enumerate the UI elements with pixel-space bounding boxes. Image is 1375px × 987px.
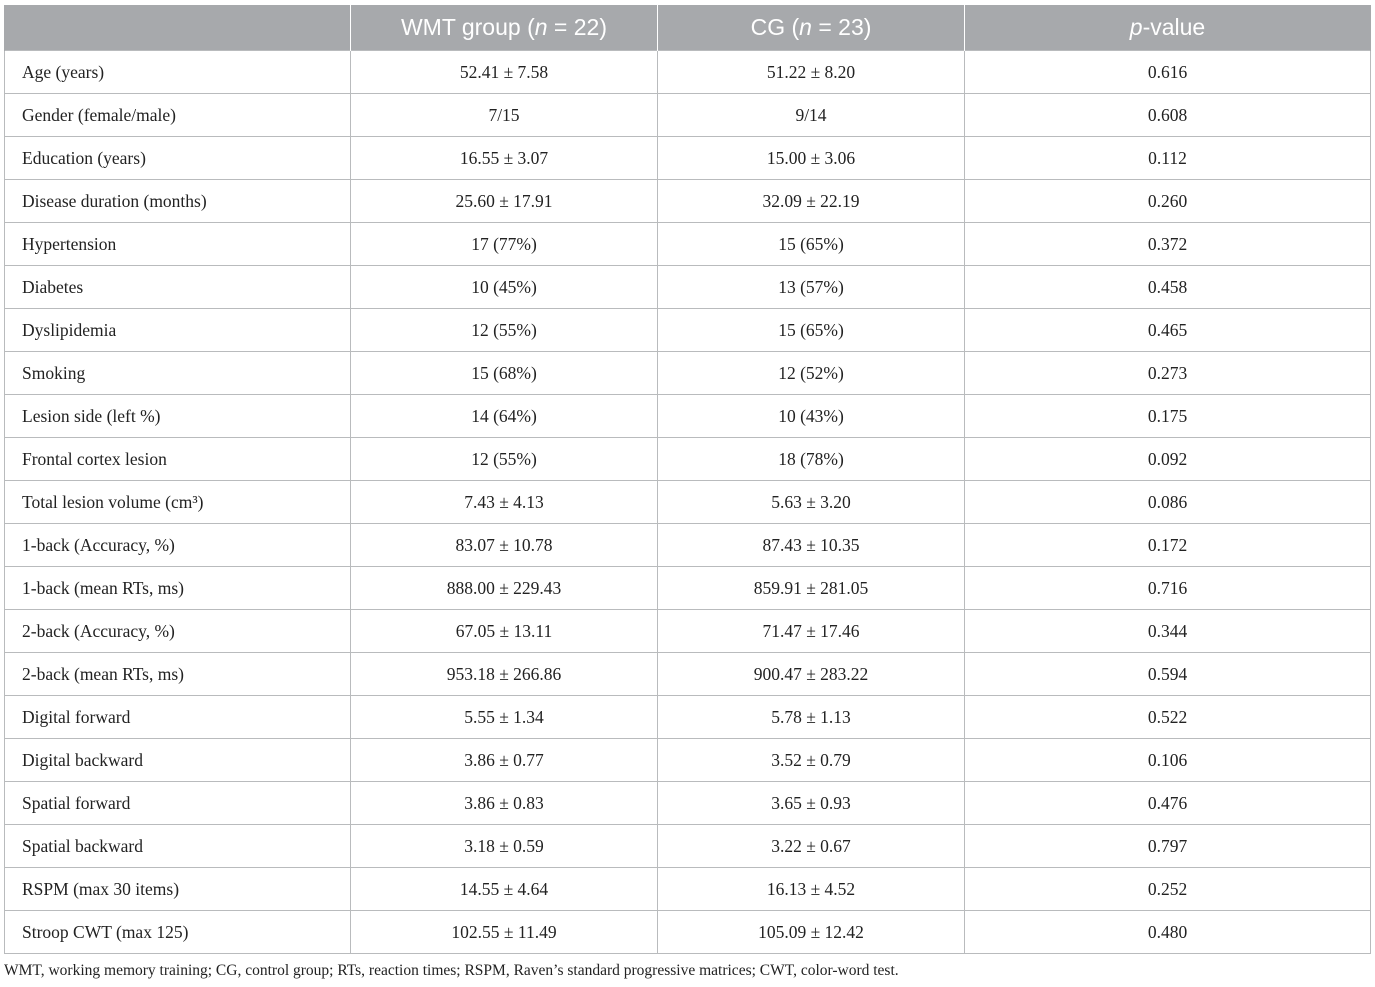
cg-value-cell: 15 (65%) xyxy=(658,223,965,266)
row-label-cell: Education (years) xyxy=(5,137,351,180)
wmt-value-cell: 7.43 ± 4.13 xyxy=(351,481,658,524)
wmt-value-cell: 102.55 ± 11.49 xyxy=(351,911,658,954)
p-value-cell: 0.344 xyxy=(965,610,1371,653)
row-label-cell: Stroop CWT (max 125) xyxy=(5,911,351,954)
cg-value-cell: 87.43 ± 10.35 xyxy=(658,524,965,567)
cg-value-cell: 859.91 ± 281.05 xyxy=(658,567,965,610)
p-value-cell: 0.797 xyxy=(965,825,1371,868)
table-row xyxy=(5,223,1371,266)
table-row xyxy=(5,51,1371,94)
row-label-cell: Lesion side (left %) xyxy=(5,395,351,438)
cg-value-cell: 5.78 ± 1.13 xyxy=(658,696,965,739)
p-value-cell: 0.465 xyxy=(965,309,1371,352)
p-value-cell: 0.273 xyxy=(965,352,1371,395)
header-cell-variable xyxy=(5,5,351,51)
wmt-value-cell: 14.55 ± 4.64 xyxy=(351,868,658,911)
header-p-suffix: -value xyxy=(1142,14,1206,40)
table-row xyxy=(5,696,1371,739)
data-table-container xyxy=(4,5,1370,954)
wmt-value-cell: 17 (77%) xyxy=(351,223,658,266)
wmt-value-cell: 3.18 ± 0.59 xyxy=(351,825,658,868)
cg-value-cell: 105.09 ± 12.42 xyxy=(658,911,965,954)
p-value-cell: 0.260 xyxy=(965,180,1371,223)
table-row xyxy=(5,94,1371,137)
p-value-cell: 0.476 xyxy=(965,782,1371,825)
wmt-value-cell: 12 (55%) xyxy=(351,309,658,352)
wmt-value-cell: 25.60 ± 17.91 xyxy=(351,180,658,223)
row-label-cell: Diabetes xyxy=(5,266,351,309)
table-header xyxy=(5,5,1371,51)
header-p: p xyxy=(1129,14,1143,40)
header-wmt-n: n xyxy=(534,14,548,40)
table-row xyxy=(5,739,1371,782)
wmt-value-cell: 14 (64%) xyxy=(351,395,658,438)
table-row xyxy=(5,266,1371,309)
row-label-cell: Dyslipidemia xyxy=(5,309,351,352)
table-row xyxy=(5,653,1371,696)
cg-value-cell: 12 (52%) xyxy=(658,352,965,395)
table-row xyxy=(5,137,1371,180)
p-value-cell: 0.372 xyxy=(965,223,1371,266)
table-row xyxy=(5,395,1371,438)
row-label-cell: RSPM (max 30 items) xyxy=(5,868,351,911)
cg-value-cell: 15 (65%) xyxy=(658,309,965,352)
cg-value-cell: 900.47 ± 283.22 xyxy=(658,653,965,696)
wmt-value-cell: 3.86 ± 0.83 xyxy=(351,782,658,825)
cg-value-cell: 3.65 ± 0.93 xyxy=(658,782,965,825)
header-row xyxy=(5,5,1371,51)
header-wmt-prefix: WMT group ( xyxy=(400,14,535,40)
header-cg-n: n xyxy=(799,14,812,40)
wmt-value-cell: 888.00 ± 229.43 xyxy=(351,567,658,610)
header-cg-prefix: CG ( xyxy=(750,14,800,40)
table-row xyxy=(5,524,1371,567)
cg-value-cell: 16.13 ± 4.52 xyxy=(658,868,965,911)
cg-value-cell: 5.63 ± 3.20 xyxy=(658,481,965,524)
row-label-cell: Spatial forward xyxy=(5,782,351,825)
p-value-cell: 0.716 xyxy=(965,567,1371,610)
wmt-value-cell: 953.18 ± 266.86 xyxy=(351,653,658,696)
p-value-cell: 0.522 xyxy=(965,696,1371,739)
p-value-cell: 0.106 xyxy=(965,739,1371,782)
header-cell-cg xyxy=(658,5,965,51)
p-value-cell: 0.480 xyxy=(965,911,1371,954)
wmt-value-cell: 3.86 ± 0.77 xyxy=(351,739,658,782)
cg-value-cell: 51.22 ± 8.20 xyxy=(658,51,965,94)
cg-value-cell: 15.00 ± 3.06 xyxy=(658,137,965,180)
cg-value-cell: 9/14 xyxy=(658,94,965,137)
row-label-cell: Total lesion volume (cm³) xyxy=(5,481,351,524)
baseline-characteristics-table xyxy=(4,5,1371,954)
p-value-cell: 0.175 xyxy=(965,395,1371,438)
p-value-cell: 0.172 xyxy=(965,524,1371,567)
row-label-cell: 2-back (mean RTs, ms) xyxy=(5,653,351,696)
p-value-cell: 0.594 xyxy=(965,653,1371,696)
header-cell-wmt-group xyxy=(351,5,658,51)
p-value-cell: 0.608 xyxy=(965,94,1371,137)
row-label-cell: Hypertension xyxy=(5,223,351,266)
row-label-cell: Digital forward xyxy=(5,696,351,739)
table-row xyxy=(5,825,1371,868)
header-cg-suffix: = 23) xyxy=(811,14,872,40)
cg-value-cell: 13 (57%) xyxy=(658,266,965,309)
p-value-cell: 0.092 xyxy=(965,438,1371,481)
wmt-value-cell: 15 (68%) xyxy=(351,352,658,395)
wmt-value-cell: 83.07 ± 10.78 xyxy=(351,524,658,567)
table-row xyxy=(5,911,1371,954)
wmt-value-cell: 10 (45%) xyxy=(351,266,658,309)
row-label-cell: 2-back (Accuracy, %) xyxy=(5,610,351,653)
row-label-cell: Age (years) xyxy=(5,51,351,94)
table-row xyxy=(5,567,1371,610)
header-cell-p-value xyxy=(965,5,1371,51)
table-row xyxy=(5,309,1371,352)
cg-value-cell: 10 (43%) xyxy=(658,395,965,438)
cg-value-cell: 32.09 ± 22.19 xyxy=(658,180,965,223)
table-row xyxy=(5,481,1371,524)
wmt-value-cell: 52.41 ± 7.58 xyxy=(351,51,658,94)
row-label-cell: 1-back (mean RTs, ms) xyxy=(5,567,351,610)
table-row xyxy=(5,352,1371,395)
table-row xyxy=(5,868,1371,911)
row-label-cell: Spatial backward xyxy=(5,825,351,868)
row-label-cell: Gender (female/male) xyxy=(5,94,351,137)
table-row xyxy=(5,180,1371,223)
wmt-value-cell: 5.55 ± 1.34 xyxy=(351,696,658,739)
p-value-cell: 0.112 xyxy=(965,137,1371,180)
table-row xyxy=(5,782,1371,825)
wmt-value-cell: 12 (55%) xyxy=(351,438,658,481)
row-label-cell: Digital backward xyxy=(5,739,351,782)
wmt-value-cell: 67.05 ± 13.11 xyxy=(351,610,658,653)
wmt-value-cell: 7/15 xyxy=(351,94,658,137)
p-value-cell: 0.086 xyxy=(965,481,1371,524)
p-value-cell: 0.252 xyxy=(965,868,1371,911)
table-body xyxy=(5,51,1371,954)
cg-value-cell: 3.22 ± 0.67 xyxy=(658,825,965,868)
table-footnote: WMT, working memory training; CG, control group; RTs, reaction times; RSPM, Raven’s standard progressive matrices; CWT, color-word test. xyxy=(4,962,899,979)
table-row xyxy=(5,438,1371,481)
header-wmt-suffix: = 22) xyxy=(547,14,608,40)
cg-value-cell: 18 (78%) xyxy=(658,438,965,481)
table-row xyxy=(5,610,1371,653)
wmt-value-cell: 16.55 ± 3.07 xyxy=(351,137,658,180)
cg-value-cell: 3.52 ± 0.79 xyxy=(658,739,965,782)
p-value-cell: 0.458 xyxy=(965,266,1371,309)
row-label-cell: Smoking xyxy=(5,352,351,395)
p-value-cell: 0.616 xyxy=(965,51,1371,94)
row-label-cell: Disease duration (months) xyxy=(5,180,351,223)
cg-value-cell: 71.47 ± 17.46 xyxy=(658,610,965,653)
row-label-cell: 1-back (Accuracy, %) xyxy=(5,524,351,567)
row-label-cell: Frontal cortex lesion xyxy=(5,438,351,481)
